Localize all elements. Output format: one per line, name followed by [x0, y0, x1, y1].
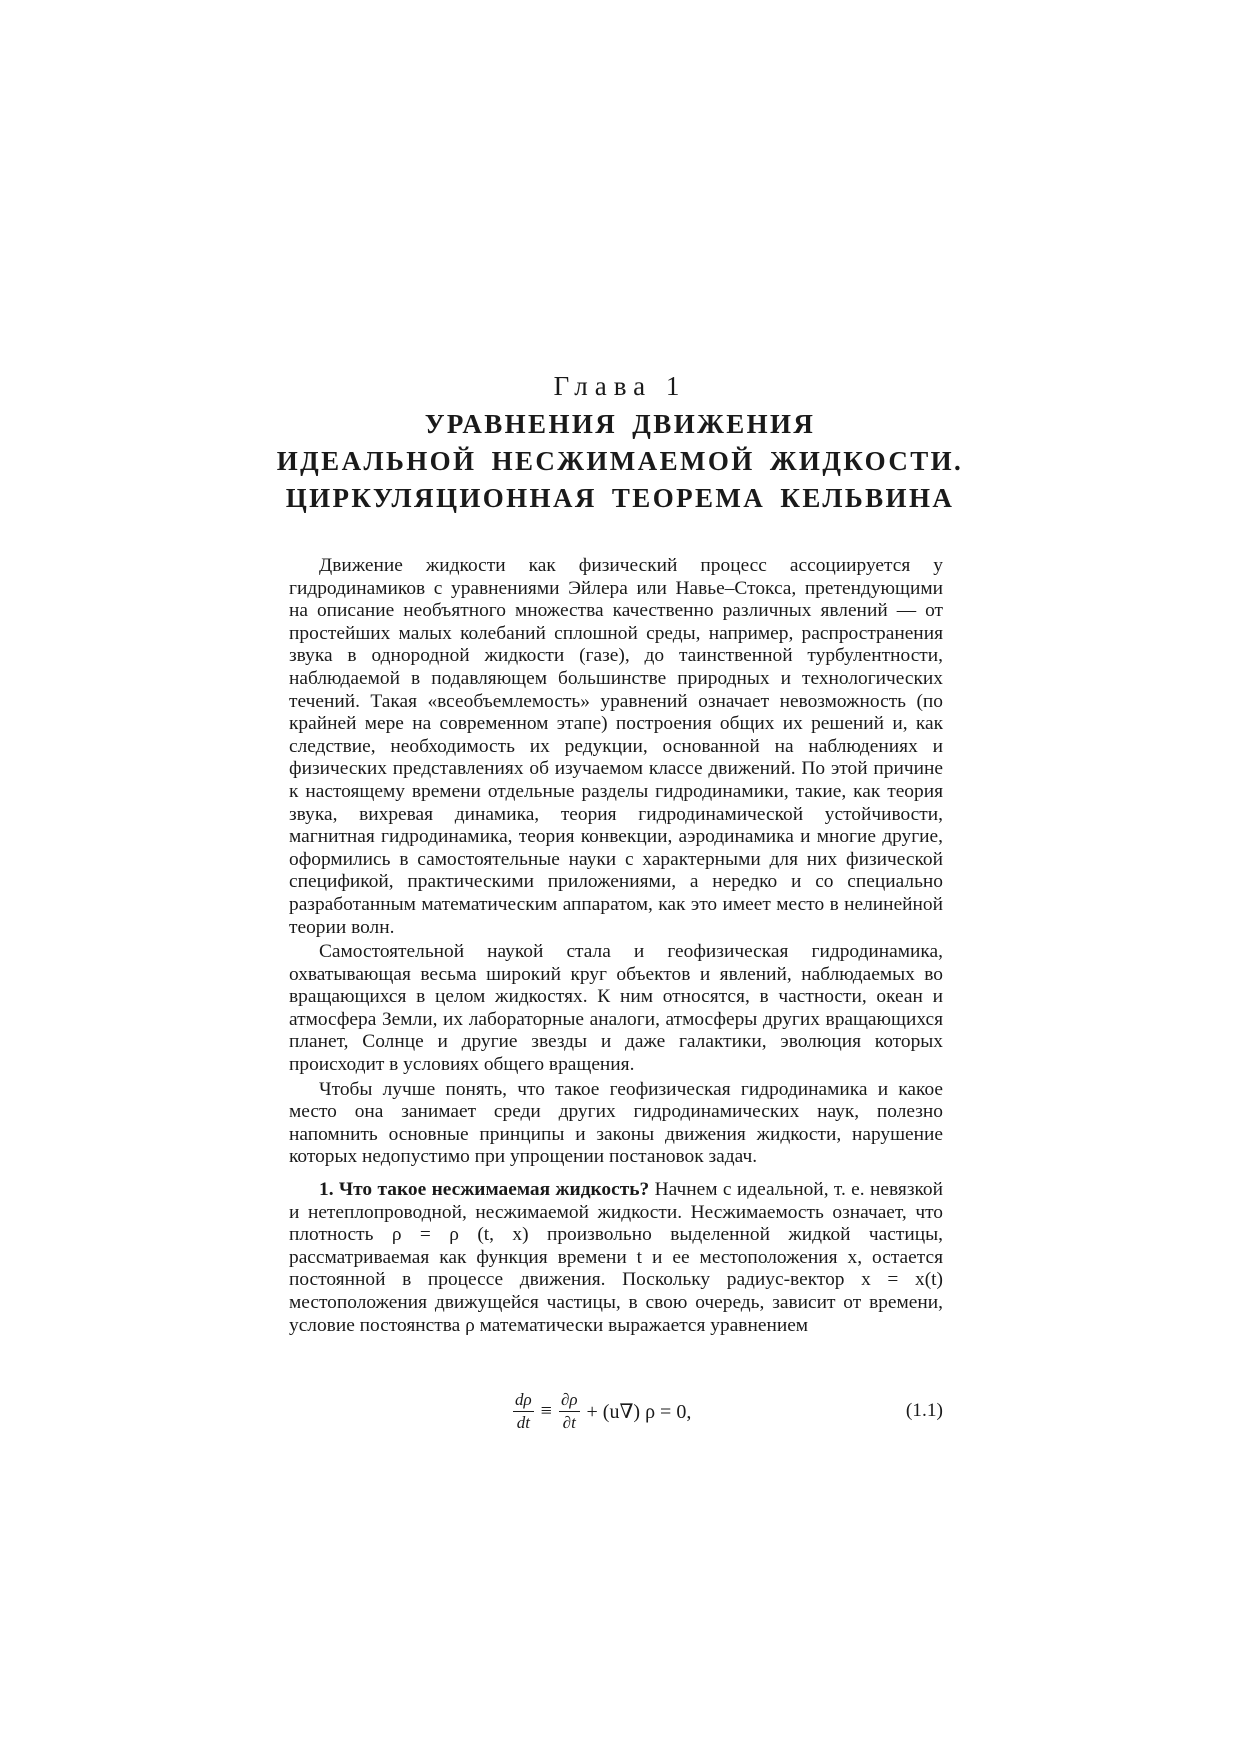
paragraph-principles: Чтобы лучше понять, что такое геофизическая гидродинамика и какое место она занимает среди других гидродинамических наук, полезно напомнить основные принципы и законы движения жидкости, нарушение которых недопустимо при упрощении постановок задач. — [289, 1078, 943, 1168]
chapter-title — [0, 406, 1240, 517]
fraction-numerator: dρ — [513, 1390, 534, 1412]
equation-rest: + (u∇) ρ = 0, — [586, 1400, 692, 1423]
section-title: 1. Что такое несжимаемая жидкость? — [319, 1179, 650, 1201]
section-paragraph — [289, 1179, 943, 1337]
chapter-label: Глава 1 — [553, 371, 687, 401]
paragraph-geophysical: Самостоятельной наукой стала и геофизическая гидродинамика, охватывающая весьма широкий круг объектов и явлений, наблюдаемых во вращающихся в целом жидкостях. К ним относятся, в частности, океан и атмосфера Земли, их лабораторные аналоги, атмосферы других вращающихся планет, Солнце и другие звезды и даже галактики, эволюция которых происходит в условиях общего вращения. — [289, 941, 943, 1076]
fraction-partial-derivative — [559, 1390, 580, 1433]
fraction-denominator: dt — [516, 1412, 530, 1432]
body-text — [289, 555, 943, 1339]
paragraph-intro: Движение жидкости как физический процесс ассоциируется у гидродинамиков с уравнениями Эйлера или Навье–Стокса, претендующими на описание необъятного множества качественно различных явлений — от простейших малых колебаний сплошной среды, например, распространения звука в однородной жидкости (газе), до таинственной турбулентности, наблюдаемой в подавляющем большинстве природных и технологических течений. Такая «всеобъемлемость» уравнений означает невозможность (по крайней мере на современном этапе) построения общих их решений и, как следствие, необходимость их редукции, основанной на наблюдениях и физических представлениях об изучаемом классе движений. По этой причине к настоящему времени отдельные разделы гидродинамики, такие, как теория звука, вихревая динамика, теория гидродинамической устойчивости, магнитная гидродинамика, теория конвекции, аэродинамика и многие другие, оформились в самостоятельные науки с характерными для них физической спецификой, практическими приложениями, а нередко и со специально разработанным математическим аппаратом, как это имеет место в нелинейной теории волн. — [289, 555, 943, 938]
equiv-sign: ≡ — [540, 1399, 552, 1422]
section-text: Начнем с идеальной, т. е. невязкой и нетеплопроводной, несжимаемой жидкости. Несжимаемость означает, что плотность ρ = ρ (t, x) произвольно выделенной жидкой частицы, рассматриваемая как функция времени t и ее местоположения x, остается постоянной в процессе движения. Поскольку радиус-вектор x = x(t) местоположения движущейся частицы, в свою очередь, зависит от времени, условие постоянства ρ математически выражается уравнением — [289, 1179, 944, 1336]
chapter-title-line-1: УРАВНЕНИЯ ДВИЖЕНИЯ — [424, 409, 816, 439]
equation — [509, 1383, 694, 1439]
equation-row — [289, 1383, 943, 1439]
fraction-total-derivative — [513, 1390, 534, 1433]
fraction-denominator: ∂t — [562, 1412, 576, 1432]
fraction-numerator: ∂ρ — [559, 1390, 580, 1412]
chapter-title-line-2: ИДЕАЛЬНОЙ НЕСЖИМАЕМОЙ ЖИДКОСТИ. — [276, 446, 964, 476]
chapter-title-line-3: ЦИРКУЛЯЦИОННАЯ ТЕОРЕМА КЕЛЬВИНА — [285, 483, 955, 513]
equation-number: (1.1) — [905, 1400, 943, 1421]
